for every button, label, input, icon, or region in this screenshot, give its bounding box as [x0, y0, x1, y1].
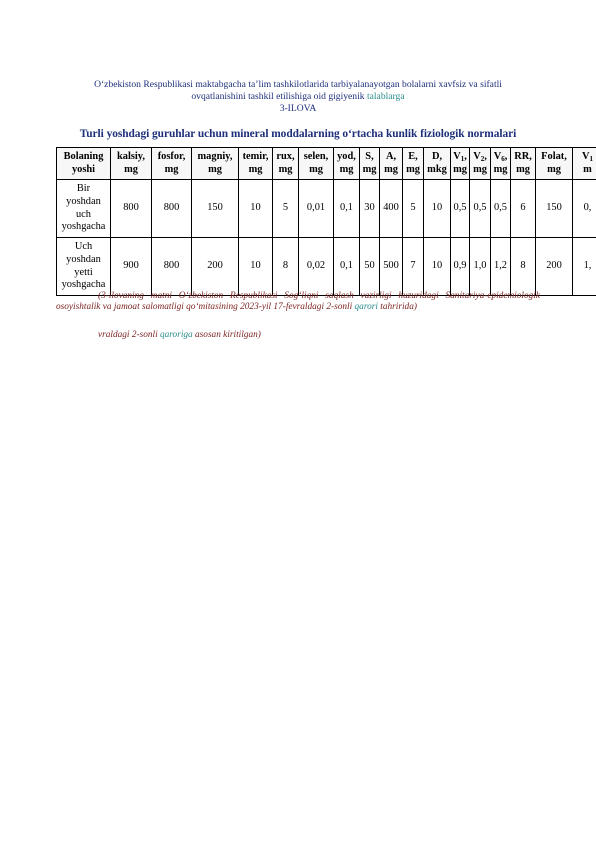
- column-header-comma: ,: [464, 151, 467, 162]
- column-header-label: kalsiy,: [116, 151, 145, 162]
- value-cell: 900: [111, 238, 152, 296]
- column-header-subscript: 6: [501, 155, 505, 163]
- value-cell: 0,5: [451, 180, 470, 238]
- column-header-unit: mg: [453, 163, 467, 175]
- value-cell: 200: [536, 238, 573, 296]
- value-cell: 0,1: [334, 238, 360, 296]
- value-cell: 10: [424, 238, 451, 296]
- header-line-2: [56, 91, 540, 103]
- column-header: [424, 148, 451, 180]
- table-row: [57, 180, 596, 238]
- column-header-subscript: 1: [460, 155, 465, 163]
- column-header: [451, 148, 470, 180]
- column-header: [536, 148, 573, 180]
- column-header-unit: mg: [248, 163, 263, 175]
- value-cell: 1,2: [491, 238, 511, 296]
- column-header-comma: ,: [504, 151, 508, 162]
- column-header-unit: mg: [278, 163, 293, 175]
- column-header-unit: mg: [406, 163, 420, 175]
- column-header: [360, 148, 380, 180]
- value-cell: 800: [152, 238, 192, 296]
- column-header-unit: mg: [309, 163, 323, 175]
- column-header: [470, 148, 491, 180]
- value-cell: 150: [536, 180, 573, 238]
- value-cell: 0,01: [299, 180, 334, 238]
- column-header-label: magniy,: [197, 151, 233, 162]
- column-header: [57, 148, 111, 180]
- value-cell: 200: [192, 238, 239, 296]
- note2-text-end: asosan kiritilgan): [192, 330, 261, 340]
- column-header: [403, 148, 424, 180]
- value-cell: 150: [192, 180, 239, 238]
- amendment-note: [56, 291, 540, 314]
- value-cell: 1,0: [470, 238, 491, 296]
- value-cell: 5: [273, 180, 299, 238]
- age-group-line: Uch: [74, 241, 93, 253]
- column-header: [380, 148, 403, 180]
- mineral-norms-table: [56, 147, 596, 296]
- column-header-unit: yoshi: [71, 163, 96, 175]
- column-header-subscript: 1: [589, 155, 593, 163]
- column-header-unit: m: [583, 163, 592, 175]
- column-header-subscript: 2: [480, 155, 485, 163]
- value-cell: 400: [380, 180, 403, 238]
- column-header-label: selen,: [303, 151, 329, 162]
- value-cell: 800: [152, 180, 192, 238]
- document-header: [56, 79, 540, 115]
- age-group-line: yoshgacha: [61, 221, 106, 233]
- column-header-label: V: [493, 151, 502, 162]
- column-header-unit: mg: [124, 163, 138, 175]
- column-header-unit: mg: [473, 163, 487, 175]
- age-group-line: Bir: [76, 183, 91, 195]
- table-title: Turli yoshdagi guruhlar uchun mineral moddalarning o‘rtacha kunlik fiziologik normalari: [79, 128, 517, 140]
- column-header: [273, 148, 299, 180]
- value-cell: 0,02: [299, 238, 334, 296]
- column-header: [111, 148, 152, 180]
- column-header-label: fosfor,: [157, 151, 186, 162]
- column-header-label: V: [473, 151, 481, 162]
- column-header: [511, 148, 536, 180]
- value-cell: 10: [239, 180, 273, 238]
- column-header-unit: mg: [208, 163, 222, 175]
- header-link-talablarga[interactable]: talablarga: [366, 91, 405, 102]
- value-cell: 30: [360, 180, 380, 238]
- value-cell: 10: [239, 238, 273, 296]
- column-header-label: D,: [431, 151, 443, 162]
- value-cell: 0,5: [470, 180, 491, 238]
- age-group-line: yetti: [74, 266, 93, 278]
- note2-text: vraldagi 2-sonli: [98, 330, 160, 340]
- column-header: [334, 148, 360, 180]
- value-cell: 800: [111, 180, 152, 238]
- column-header: [239, 148, 273, 180]
- column-header: [192, 148, 239, 180]
- column-header-label: RR,: [514, 151, 532, 162]
- age-group-line: yoshdan: [66, 195, 101, 207]
- table-header-row: [57, 148, 596, 180]
- column-header-label: temir,: [242, 151, 269, 162]
- value-cell: 1,: [573, 238, 596, 296]
- value-cell: 500: [380, 238, 403, 296]
- age-group-cell: [57, 180, 111, 238]
- column-header-label: E,: [408, 151, 418, 162]
- amendment-note-fragment: [98, 330, 261, 340]
- column-header-label: V: [453, 151, 461, 162]
- column-header-label: A,: [385, 151, 397, 162]
- value-cell: 5: [403, 180, 424, 238]
- column-header-unit: mg: [362, 163, 377, 175]
- value-cell: 6: [511, 180, 536, 238]
- value-cell: 0,1: [334, 180, 360, 238]
- header-line-1: O‘zbekiston Respublikasi maktabgacha ta’lim tashkilotlarida tarbiyalanayotgan bolalarni xavfsiz va sifatli: [94, 79, 502, 90]
- age-group-cell: [57, 238, 111, 296]
- age-group-line: yoshdan: [66, 253, 101, 265]
- column-header-comma: ,: [484, 151, 487, 162]
- value-cell: 8: [511, 238, 536, 296]
- note-text: (3-ilovaning matni O‘zbekiston Respublikasi Sog‘liqni saqlash vazirligi huzuridagi Sanitariya-epidemiologik osoyishtalik va jamoat salomatligi qo‘mitasining 2023-yil 17-fevraldagi 2-sonli: [56, 291, 540, 313]
- header-line-2-text: ovqatlanishini tashkil etilishiga oid gigiyenik: [191, 91, 367, 102]
- column-header-unit: mg: [547, 163, 561, 175]
- age-group-line: yoshgacha: [61, 279, 106, 291]
- value-cell: 10: [424, 180, 451, 238]
- column-header: [573, 148, 596, 180]
- value-cell: 0,5: [491, 180, 511, 238]
- value-cell: 50: [360, 238, 380, 296]
- column-header: [299, 148, 334, 180]
- column-header-unit: mg: [164, 163, 179, 175]
- column-header-unit: mg: [384, 163, 398, 175]
- value-cell: 0,: [573, 180, 596, 238]
- appendix-number: 3-ILOVA: [279, 103, 317, 114]
- column-header-label: S,: [365, 151, 374, 162]
- column-header-unit: mg: [339, 163, 354, 175]
- value-cell: 8: [273, 238, 299, 296]
- column-header-label: Bolaning: [63, 151, 104, 162]
- table-row: [57, 238, 596, 296]
- note-text-end: tahririda): [377, 302, 417, 313]
- column-header-label: rux,: [276, 151, 295, 162]
- column-header: [152, 148, 192, 180]
- column-header-label: V: [581, 151, 590, 162]
- column-header-unit: mg: [493, 163, 508, 175]
- column-header-label: Folat,: [541, 151, 567, 162]
- note-link-qarori[interactable]: qarori: [354, 302, 378, 313]
- column-header: [491, 148, 511, 180]
- column-header-unit: mkg: [427, 163, 447, 175]
- note-link-qaroriga[interactable]: qaroriga: [159, 330, 193, 340]
- value-cell: 0,9: [451, 238, 470, 296]
- column-header-unit: mg: [516, 163, 530, 175]
- column-header-label: yod,: [337, 151, 356, 162]
- age-group-line: uch: [75, 208, 91, 220]
- value-cell: 7: [403, 238, 424, 296]
